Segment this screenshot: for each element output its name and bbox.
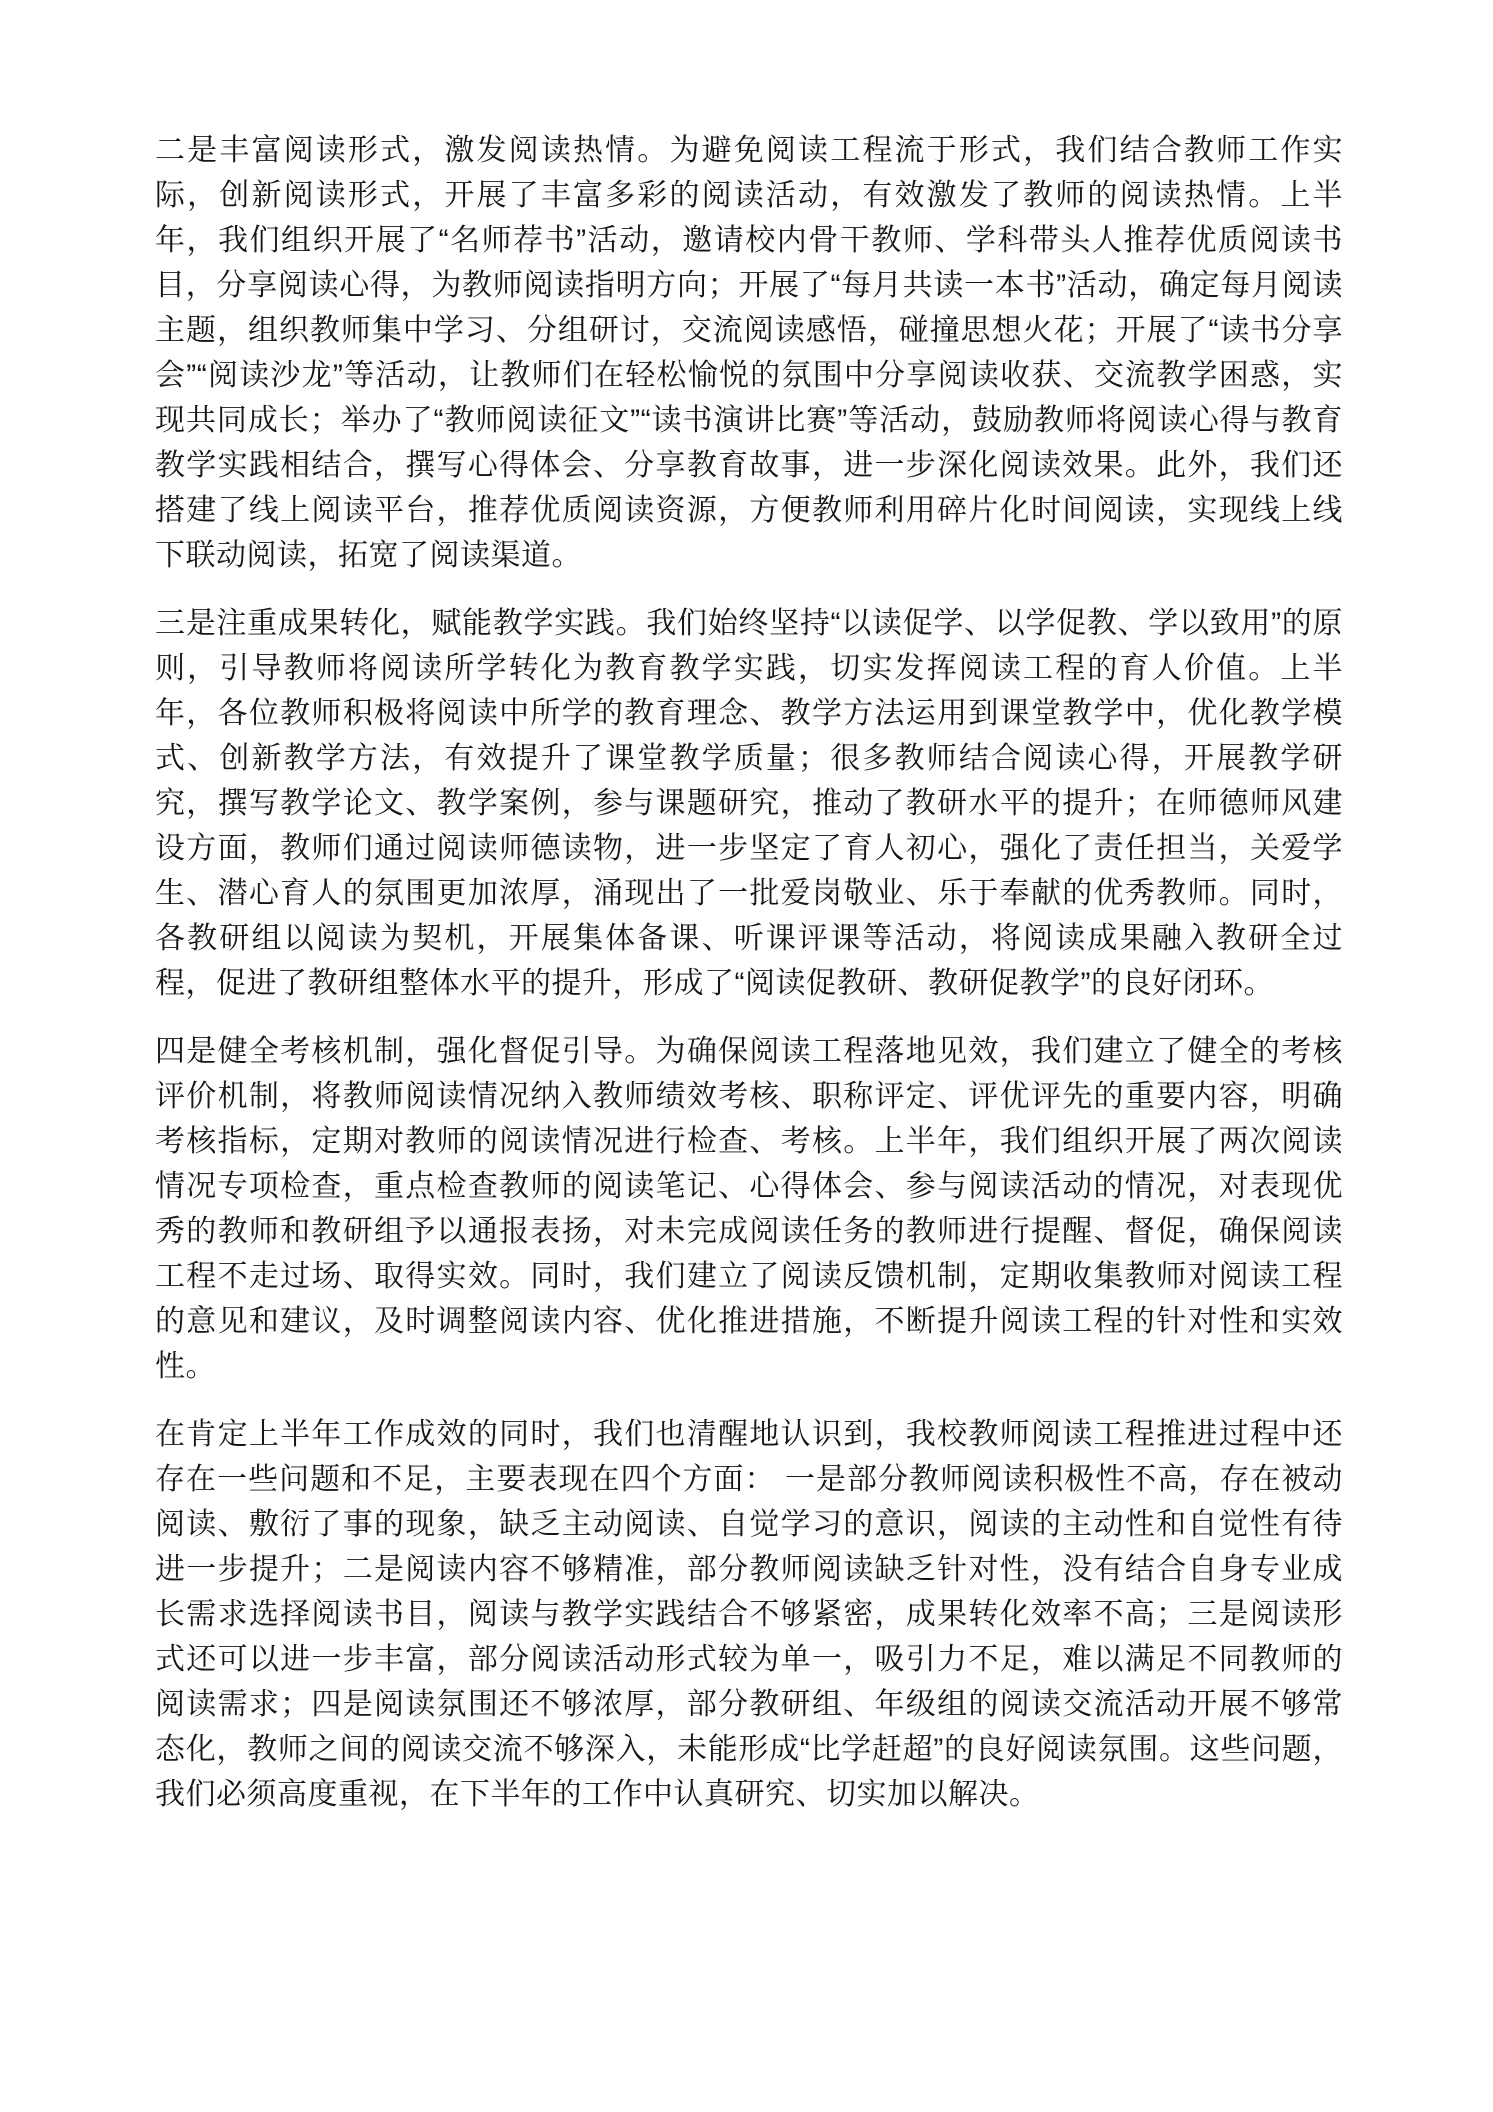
paragraph-results-transformation: 三是注重成果转化，赋能教学实践。我们始终坚持“以读促学、以学促教、学以致用”的原则，引导教师将阅读所学转化为教育教学实践，切实发挥阅读工程的育人价值。上半年，各位教师积极将阅读中所学的教育理念、教学方法运用到课堂教学中，优化教学模式、创新教学方法，有效提升了课堂教学质量；很多教师结合阅读心得，开展教学研究，撰写教学论文、教学案例，参与课题研究，推动了教研水平的提升；在师德师风建设方面，教师们通过阅读师德读物，进一步坚定了育人初心，强化了责任担当，关爱学生、潜心育人的氛围更加浓厚，涌现出了一批爱岗敬业、乐于奉献的优秀教师。同时，各教研组以阅读为契机，开展集体备课、听课评课等活动，将阅读成果融入教研全过程，促进了教研组整体水平的提升，形成了“阅读促教研、教研促教学”的良好闭环。 <box>155 607 1343 1000</box>
paragraph-reading-forms: 二是丰富阅读形式，激发阅读热情。为避免阅读工程流于形式，我们结合教师工作实际，创新阅读形式，开展了丰富多彩的阅读活动，有效激发了教师的阅读热情。上半年，我们组织开展了“名师荐书”活动，邀请校内骨干教师、学科带头人推荐优质阅读书目，分享阅读心得，为教师阅读指明方向；开展了“每月共读一本书”活动，确定每月阅读主题，组织教师集中学习、分组研讨，交流阅读感悟，碰撞思想火花；开展了“读书分享会”“阅读沙龙”等活动，让教师们在轻松愉悦的氛围中分享阅读收获、交流教学困惑，实现共同成长；举办了“教师阅读征文”“读书演讲比赛”等活动，鼓励教师将阅读心得与教育教学实践相结合，撰写心得体会、分享教育故事，进一步深化阅读效果。此外，我们还搭建了线上阅读平台，推荐优质阅读资源，方便教师利用碎片化时间阅读，实现线上线下联动阅读，拓宽了阅读渠道。 <box>155 134 1343 572</box>
document-text-block <box>155 128 1343 1817</box>
paragraph-problems-and-shortcomings: 在肯定上半年工作成效的同时，我们也清醒地认识到，我校教师阅读工程推进过程中还存在一些问题和不足，主要表现在四个方面： 一是部分教师阅读积极性不高，存在被动阅读、敷衍了事的现象，缺乏主动阅读、自觉学习的意识，阅读的主动性和自觉性有待进一步提升；二是阅读内容不够精准，部分教师阅读缺乏针对性，没有结合自身专业成长需求选择阅读书目，阅读与教学实践结合不够紧密，成果转化效率不高；三是阅读形式还可以进一步丰富，部分阅读活动形式较为单一，吸引力不足，难以满足不同教师的阅读需求；四是阅读氛围还不够浓厚，部分教研组、年级组的阅读交流活动开展不够常态化，教师之间的阅读交流不够深入，未能形成“比学赶超”的良好阅读氛围。这些问题，我们必须高度重视，在下半年的工作中认真研究、切实加以解决。 <box>155 1418 1343 1811</box>
paragraph-assessment-mechanism: 四是健全考核机制，强化督促引导。为确保阅读工程落地见效，我们建立了健全的考核评价机制，将教师阅读情况纳入教师绩效考核、职称评定、评优评先的重要内容，明确考核指标，定期对教师的阅读情况进行检查、考核。上半年，我们组织开展了两次阅读情况专项检查，重点检查教师的阅读笔记、心得体会、参与阅读活动的情况，对表现优秀的教师和教研组予以通报表扬，对未完成阅读任务的教师进行提醒、督促，确保阅读工程不走过场、取得实效。同时，我们建立了阅读反馈机制，定期收集教师对阅读工程的意见和建议，及时调整阅读内容、优化推进措施，不断提升阅读工程的针对性和实效性。 <box>155 1035 1343 1383</box>
